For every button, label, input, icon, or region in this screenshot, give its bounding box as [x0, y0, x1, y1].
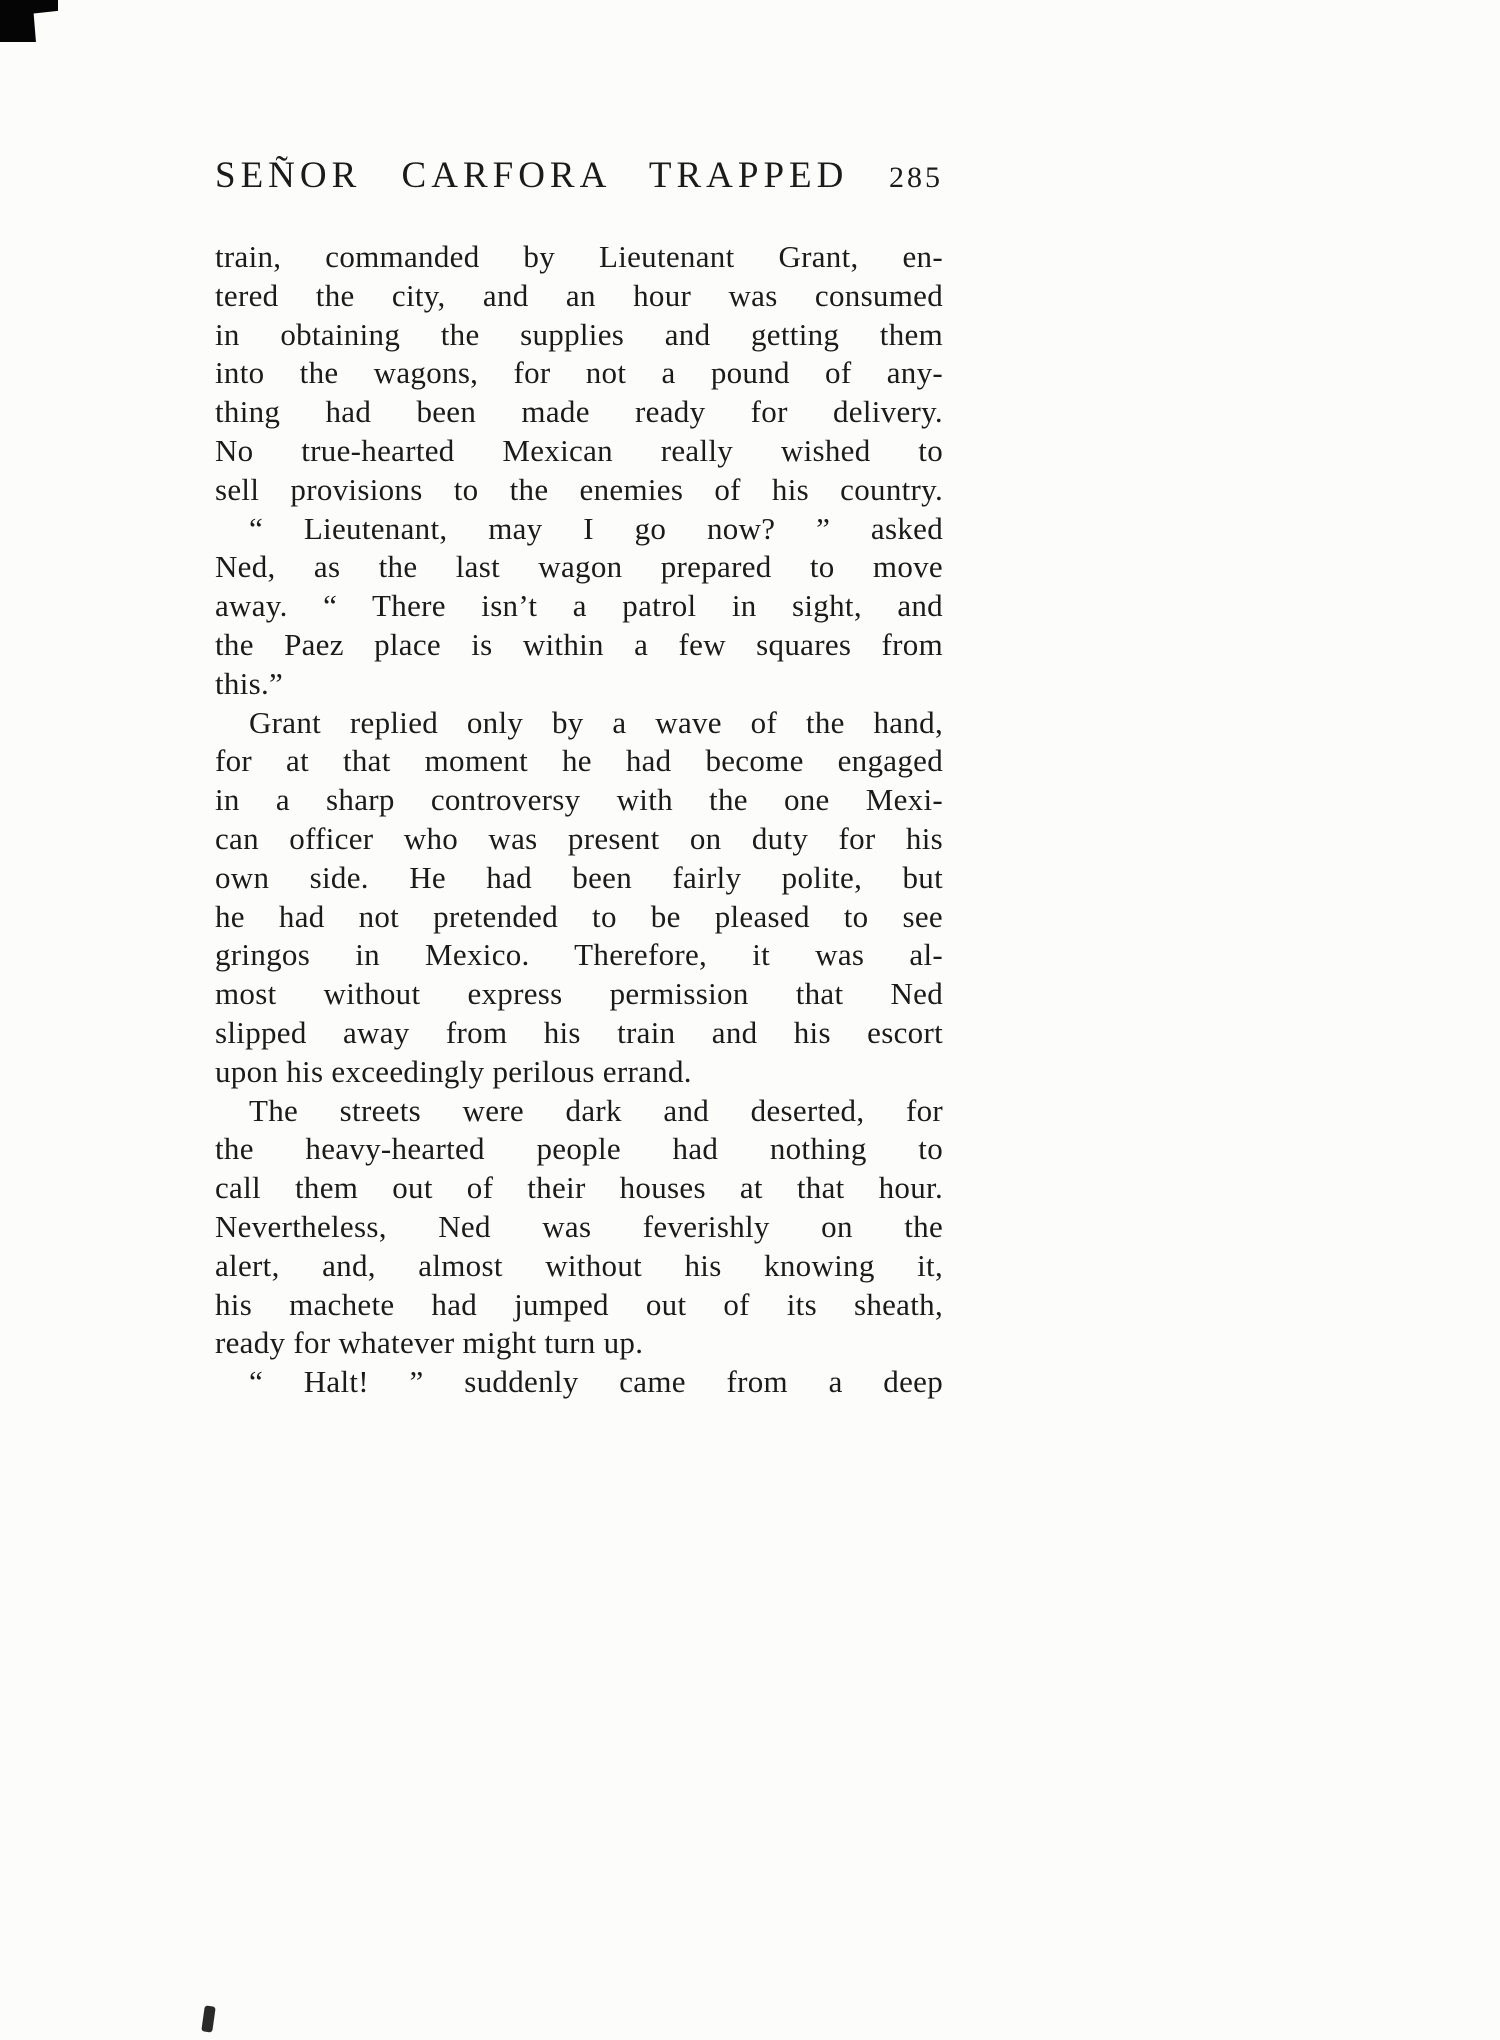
text-line: No true-hearted Mexican really wished to: [215, 432, 943, 468]
text-line: tered the city, and an hour was consumed: [215, 277, 943, 313]
paragraph: [215, 510, 943, 704]
text-line: away. “ There isn’t a patrol in sight, and: [215, 588, 943, 624]
text-line: in a sharp controversy with the one Mexi-: [215, 782, 943, 818]
chapter-title: SEÑOR CARFORA TRAPPED: [215, 155, 849, 196]
paragraph: [215, 1363, 943, 1402]
text-line: call them out of their houses at that hour.: [215, 1170, 943, 1206]
text-line: Ned, as the last wagon prepared to move: [215, 549, 943, 585]
text-line: train, commanded by Lieutenant Grant, en-: [215, 239, 943, 274]
scan-speck: [201, 2005, 216, 2032]
text-line: most without express permission that Ned: [215, 976, 943, 1012]
text-line: ready for whatever might turn up.: [215, 1325, 644, 1361]
paragraph: [215, 238, 943, 510]
text-line: “ Halt! ” suddenly came from a deep: [249, 1364, 943, 1400]
paragraph: [215, 704, 943, 1092]
text-line: own side. He had been fairly polite, but: [215, 859, 943, 895]
text-line: in obtaining the supplies and getting them: [215, 316, 943, 352]
scan-corner-mark: [0, 0, 58, 42]
text-line: alert, and, almost without his knowing it,: [215, 1247, 943, 1283]
text-line: sell provisions to the enemies of his country.: [215, 471, 943, 507]
text-line: The streets were dark and deserted, for: [249, 1092, 943, 1128]
text-block: [215, 238, 943, 1402]
text-line: this.”: [215, 665, 284, 701]
text-line: he had not pretended to be pleased to see: [215, 898, 943, 934]
text-line: gringos in Mexico. Therefore, it was al-: [215, 937, 943, 973]
page-header: [215, 154, 943, 197]
text-line: “ Lieutenant, may I go now? ” asked: [249, 510, 943, 546]
text-line: slipped away from his train and his escort: [215, 1014, 943, 1050]
text-line: upon his exceedingly perilous errand.: [215, 1053, 692, 1089]
page-number: 285: [889, 161, 943, 194]
text-line: the Paez place is within a few squares from: [215, 626, 943, 662]
paragraph: [215, 1092, 943, 1364]
text-line: Nevertheless, Ned was feverishly on the: [215, 1208, 943, 1244]
text-line: into the wagons, for not a pound of any-: [215, 355, 943, 391]
text-line: the heavy-hearted people had nothing to: [215, 1131, 943, 1167]
text-line: his machete had jumped out of its sheath,: [215, 1286, 943, 1322]
text-line: for at that moment he had become engaged: [215, 743, 943, 779]
text-line: Grant replied only by a wave of the hand,: [249, 704, 943, 740]
text-line: thing had been made ready for delivery.: [215, 394, 943, 430]
text-line: can officer who was present on duty for his: [215, 820, 943, 856]
